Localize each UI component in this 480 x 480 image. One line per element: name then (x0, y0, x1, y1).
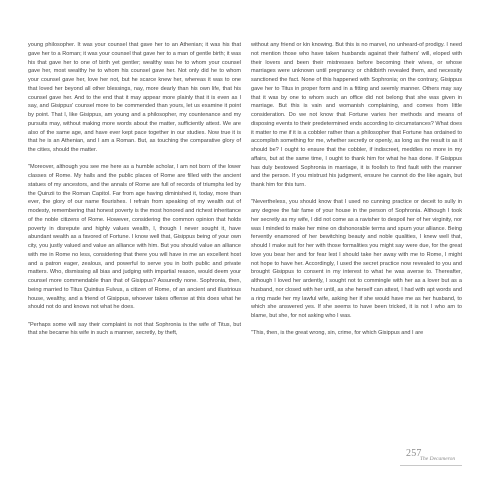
paragraph: "This, then, is the great wrong, sin, crime, for which Gisippus and I are (251, 330, 424, 337)
running-title: The Decameron (420, 456, 456, 462)
left-text-column (28, 41, 241, 347)
footer-rule (400, 465, 462, 466)
page-number: 257 (406, 448, 422, 459)
right-text-column (251, 41, 462, 347)
paragraph: "Perhaps some will say their complaint is not that Sophronia is the wife of Titus, but that she became his wife in such a manner, secretly, by theft, (28, 321, 241, 337)
paragraph: "Moreover, although you see me here as a humble scholar, I am not born of the lower classes of Rome. My halls and the public places of Rome are filled with the ancient statues of my ancestors, and the annals of Rome are full of records of triumphs led by the Quinzii to the Roman Capitol. Far from age having diminished it, today, more than ever, the glory of our name flourishes. I refrain from speaking of my wealth out of modesty, remembering that honest poverty is the most honored and richest inheritance of the noble citizens of Rome. However, considering the common opinion that holds poverty in disrepute and highly values wealth, I, though I never sought it, have abundant wealth as a favored of Fortune. I know well that, Gisippus being of your own city, you justly valued and value an alliance with him. But you should value an alliance with me in Rome no less, considering that there you will have in me an excellent host and a patron eager, zealous, and powerful to serve you in both public and private matters. Who, dismissing all bias and judging with impartial reason, would deem your counsel more commendable than that of Gisippus? Assuredly none. Sophronia, then, being married to Titus Quintius Fulvus, a citizen of Rome, of an ancient and illustrious house, wealthy, and a friend of Gisippus, whoever takes offense at this does what he should not do and knows not what he does. (28, 164, 241, 311)
paragraph: without any friend or kin knowing. But this is no marvel, no unheard-of prodigy. I need not mention those who have taken husbands against their fathers' will, eloped with their lovers and been their mistresses before becoming their wives, or whose marriages were unknown until pregnancy or childbirth revealed them, and necessity sanctioned the fact. None of this happened with Sophronia; on the contrary, Gisippus gave her to Titus in proper form and in a fitting and seemly manner. Others may say that it was by one to whom such an office did not belong that she was given in marriage. But this is vain and womanish complaining, and comes from little consideration. Do we not know that Fortune varies her methods and means of disposing events to their predetermined ends according to circumstances? What does it matter to me if it is a cobbler rather than a philosopher that Fortune has ordained to accomplish something for me, whether secretly or openly, as long as the result is as it should be? I ought to ensure that the cobbler, if indiscreet, meddles no more in my affairs, but at the same time, I ought to thank him for what he has done. If Gisippus has duly bestowed Sophronia in marriage, it is foolish to find fault with the manner and the person. If you mistrust his judgment, ensure he cannot do the like again, but thank him for this turn. (251, 42, 462, 188)
paragraph: "Nevertheless, you should know that I used no cunning practice or deceit to sully in any degree the fair fame of your house in the person of Sophronia. Although I took her secretly as my wife, I did not come as a ravisher to despoil her of her virginity, nor was I minded to make her mine on dishonorable terms and spurn your alliance. Being fervently enamored of her bewitching beauty and noble qualities, I knew well that, should I make suit for her with those formalities you might say were due, for the great love you bear her and for fear lest I should take her away with me to Rome, I might not hope to have her. Accordingly, I used the secret practice now revealed to you and brought Gisippus to consent in my interest to what he was averse to. Thereafter, although I loved her ardently, I sought not to commingle with her as a lover but as a husband, nor closed with her until, as she herself can attest, I had with apt words and a ring made her my lawful wife, asking her if she would have me as her husband, to which she answered yes. If she seems to have been tricked, it is not I who am to blame, but she, for not asking who I was. (251, 199, 462, 320)
paragraph: young philosopher. It was your counsel that gave her to an Athenian; it was his that gave her to a Roman; it was your counsel that gave her to a man of gentle birth; it was his that gave her to one of birth yet gentler; wealthy was he to whom your counsel gave her, most wealthy he to whom his counsel gave her. Not only did he to whom your counsel gave her, love her not, but he scarce knew her, whereas it was to one that loved her beyond all other blessings, nay, more dearly than his own life, that his counsel gave her. And to the end that it may appear more plainly that it is even as I say, and Gisippus' counsel more to be commended than yours, let us examine it point by point. That I, like Gisippus, am young and a philosopher, my countenance and my pursuits may, without making more words about the matter, sufficiently attest. We are also of the same age, and have ever kept pace together in our studies. Now true it is that he is an Athenian, and I am a Roman. But, as touching the comparative glory of the cities, should the matter. (28, 42, 241, 153)
page-footer (400, 448, 470, 468)
